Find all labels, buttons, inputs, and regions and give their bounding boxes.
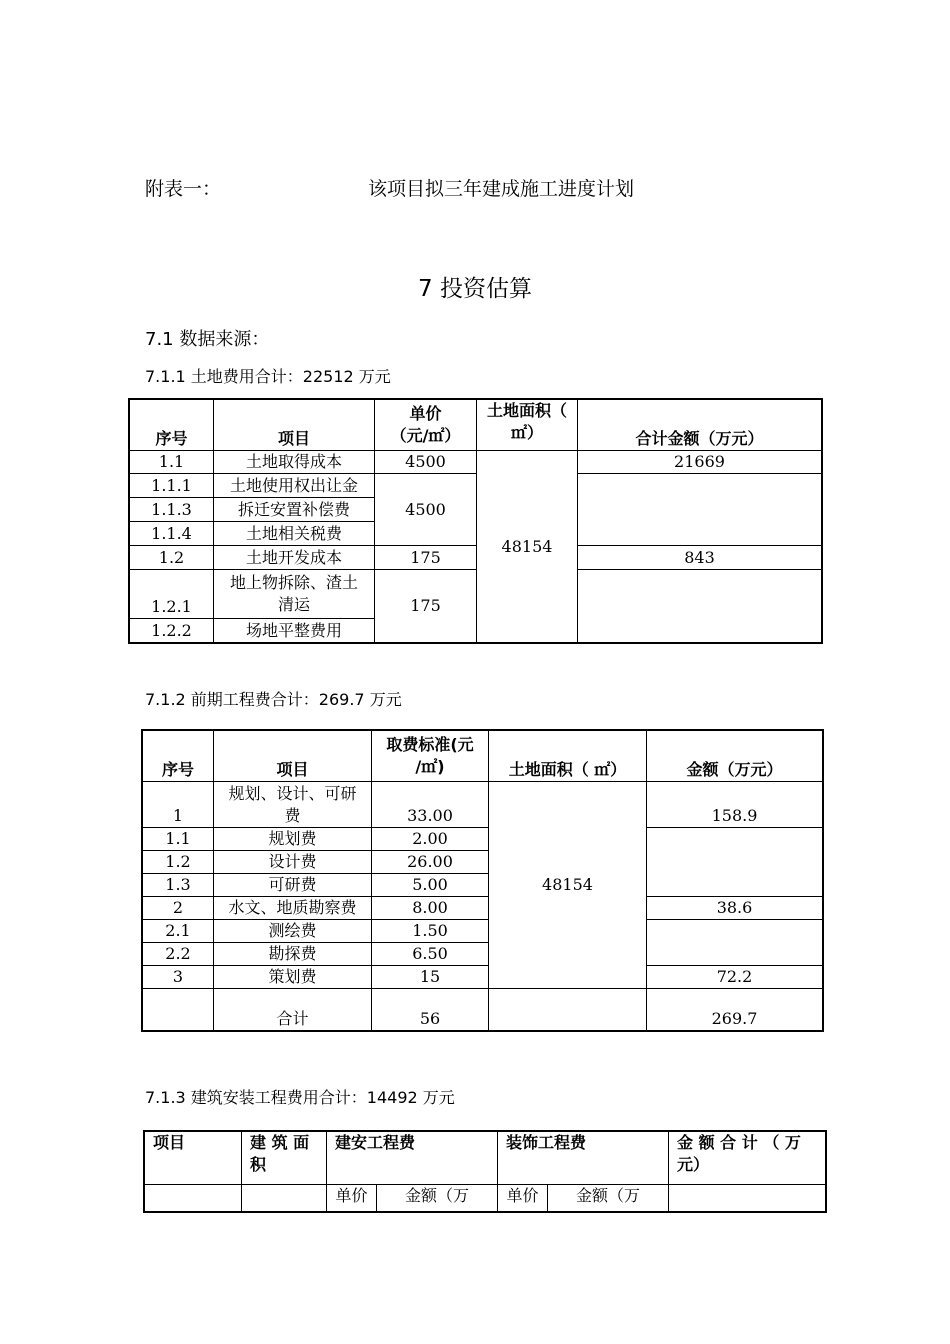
cell-seq: 3 <box>143 966 214 989</box>
cell-total-empty <box>578 474 822 546</box>
table-row <box>143 897 823 920</box>
cell-item: 土地使用权出让金 <box>214 474 375 498</box>
table-row <box>130 451 822 474</box>
cell-item: 规划、设计、可研 费 <box>214 782 372 828</box>
table-row <box>143 966 823 989</box>
cell-item: 设计费 <box>214 851 372 874</box>
cell-item: 水文、地质勘察费 <box>214 897 372 920</box>
table-row <box>143 782 823 828</box>
cell-total: 843 <box>578 546 822 570</box>
table-row <box>143 920 823 943</box>
cell-seq: 1.3 <box>143 874 214 897</box>
appendix-title: 该项目拟三年建成施工进度计划 <box>368 178 635 200</box>
cell-item: 策划费 <box>214 966 372 989</box>
cell-seq: 2 <box>143 897 214 920</box>
cell-seq: 1.2 <box>143 851 214 874</box>
cell-total-label: 合计 <box>214 989 372 1031</box>
header-unit-price: 单价 （元/㎡） <box>375 400 477 451</box>
cell-item: 测绘费 <box>214 920 372 943</box>
cell-seq: 1.1.3 <box>130 498 214 522</box>
cell-price: 175 <box>375 546 477 570</box>
cell-land-area-empty <box>489 989 647 1031</box>
cell-standard: 8.00 <box>372 897 489 920</box>
cell-seq: 2.1 <box>143 920 214 943</box>
land-cost-subtitle: 7.1.1 土地费用合计：22512 万元 <box>145 367 391 386</box>
header-building-area: 建 筑 面 积 <box>242 1132 327 1185</box>
subheader-install-price: 单价 <box>327 1185 377 1212</box>
cell-standard: 56 <box>372 989 489 1031</box>
cell-seq: 1.2.1 <box>130 570 214 619</box>
cell-item: 可研费 <box>214 874 372 897</box>
cell-amount: 72.2 <box>647 966 823 989</box>
cell-item: 地上物拆除、渣土 清运 <box>214 570 375 619</box>
header-total-amount: 金 额 合 计 （ 万 元） <box>669 1132 826 1185</box>
cell-price: 4500 <box>375 474 477 546</box>
cell-seq: 1.1 <box>130 451 214 474</box>
subheader-decor-amount: 金额（万 <box>548 1185 669 1212</box>
cell-seq: 1.1.1 <box>130 474 214 498</box>
cell-amount: 158.9 <box>647 782 823 828</box>
cell-empty <box>145 1185 242 1212</box>
cell-amount: 38.6 <box>647 897 823 920</box>
header-fee-standard: 取费标准(元 /㎡) <box>372 731 489 782</box>
cell-seq: 1.1 <box>143 828 214 851</box>
cell-empty <box>242 1185 327 1212</box>
cell-standard: 26.00 <box>372 851 489 874</box>
preliminary-cost-table <box>142 730 823 1031</box>
table-row <box>130 474 822 498</box>
table-header-row <box>130 400 822 451</box>
cell-standard: 5.00 <box>372 874 489 897</box>
cell-item: 场地平整费用 <box>214 619 375 643</box>
table-header-row <box>145 1132 826 1185</box>
cell-price: 175 <box>375 570 477 643</box>
table-header-row <box>143 731 823 782</box>
cell-empty <box>669 1185 826 1212</box>
header-seq: 序号 <box>143 731 214 782</box>
cell-item: 土地取得成本 <box>214 451 375 474</box>
table-row <box>130 570 822 619</box>
appendix-label: 附表一： <box>145 178 222 200</box>
header-item: 项目 <box>214 400 375 451</box>
construction-cost-table <box>144 1131 826 1212</box>
cell-standard: 6.50 <box>372 943 489 966</box>
cell-standard: 33.00 <box>372 782 489 828</box>
header-decoration-cost: 装饰工程费 <box>498 1132 669 1185</box>
cell-land-area: 48154 <box>477 451 578 643</box>
header-amount: 金额（万元） <box>647 731 823 782</box>
table-row <box>130 546 822 570</box>
table-subheader-row <box>145 1185 826 1212</box>
subheader-install-amount: 金额（万 <box>377 1185 498 1212</box>
table-total-row <box>143 989 823 1031</box>
preliminary-cost-subtitle: 7.1.2 前期工程费合计：269.7 万元 <box>145 690 402 709</box>
cell-item: 勘探费 <box>214 943 372 966</box>
cell-amount: 269.7 <box>647 989 823 1031</box>
cell-seq <box>143 989 214 1031</box>
header-land-area: 土地面积（ ㎡） <box>489 731 647 782</box>
cell-standard: 2.00 <box>372 828 489 851</box>
table-row <box>143 828 823 851</box>
header-item: 项目 <box>145 1132 242 1185</box>
cell-total-empty <box>578 570 822 643</box>
header-installation-cost: 建安工程费 <box>327 1132 498 1185</box>
cell-amount-empty <box>647 828 823 897</box>
cell-standard: 15 <box>372 966 489 989</box>
cell-land-area: 48154 <box>489 782 647 989</box>
cell-seq: 1.2 <box>130 546 214 570</box>
subheader-decor-price: 单价 <box>498 1185 548 1212</box>
header-total-amount: 合计金额（万元） <box>578 400 822 451</box>
cell-seq: 1.1.4 <box>130 522 214 546</box>
header-land-area: 土地面积（ ㎡） <box>477 400 578 451</box>
land-cost-table <box>129 399 822 643</box>
cell-item: 土地开发成本 <box>214 546 375 570</box>
cell-seq: 1 <box>143 782 214 828</box>
header-seq: 序号 <box>130 400 214 451</box>
cell-price: 4500 <box>375 451 477 474</box>
chapter-title: 7 投资估算 <box>418 276 532 302</box>
header-item: 项目 <box>214 731 372 782</box>
cell-total: 21669 <box>578 451 822 474</box>
cell-amount-empty <box>647 920 823 966</box>
cell-seq: 2.2 <box>143 943 214 966</box>
section-title: 7.1 数据来源： <box>145 329 270 350</box>
cell-item: 土地相关税费 <box>214 522 375 546</box>
construction-cost-subtitle: 7.1.3 建筑安装工程费用合计：14492 万元 <box>145 1088 455 1107</box>
cell-item: 规划费 <box>214 828 372 851</box>
cell-item: 拆迁安置补偿费 <box>214 498 375 522</box>
cell-standard: 1.50 <box>372 920 489 943</box>
cell-seq: 1.2.2 <box>130 619 214 643</box>
